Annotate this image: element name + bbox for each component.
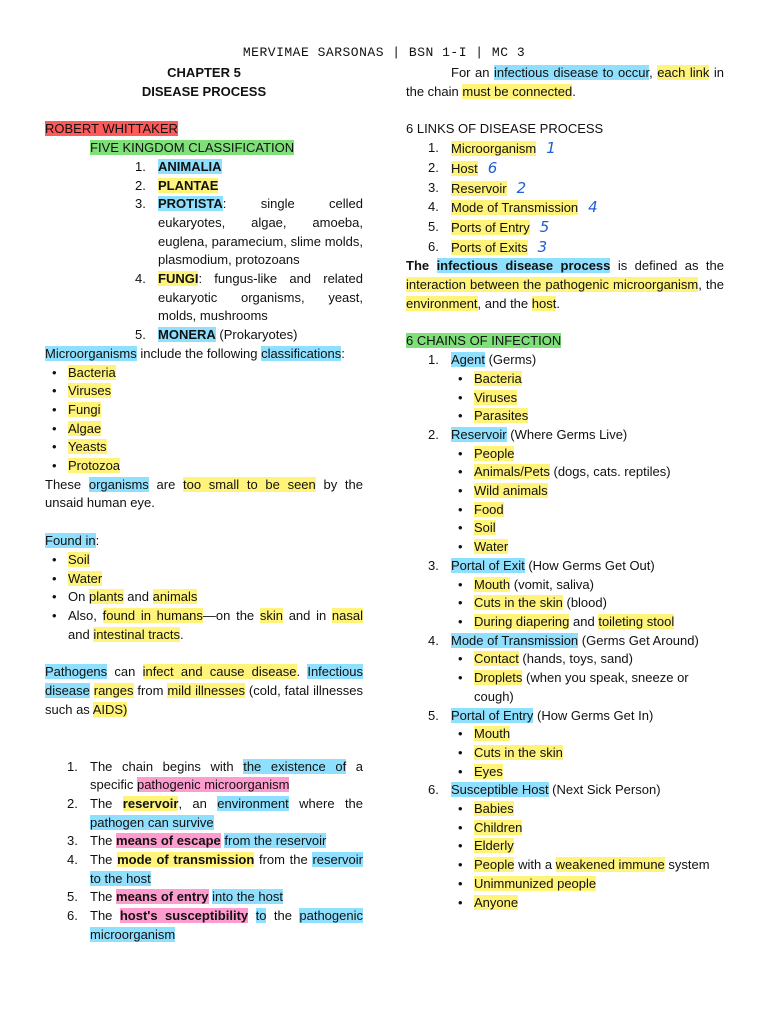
microorganism-list [45,364,363,476]
list-item: • People [451,445,724,464]
list-item: • Algae [45,420,363,439]
chains-list [428,351,724,912]
handwritten-number: 3 [537,237,548,256]
list-item: 3. The means of escape from the reservoir [67,833,327,849]
list-item: • Food [451,501,724,520]
list-item [135,326,363,345]
agent-sublist [451,370,724,426]
handwritten-number: 4 [588,198,598,217]
list-item [135,177,363,196]
list-item: • Anyone [451,894,724,913]
list-item: 4. Mode of Transmission 4 [428,198,598,217]
list-item [135,195,363,270]
list-item: 3. Reservoir 2 [428,178,527,197]
list-item: • Soil [451,519,724,538]
kingdom-description: (Prokaryotes) [215,327,298,343]
chains-heading: 6 CHAINS OF INFECTION [406,333,562,349]
list-item: 2. Reservoir (Where Germs Live) • People • Animals/Pets (dogs, cats. reptiles) • Wild animals • Food • Soil • Water [428,426,724,557]
list-item: • Elderly [451,837,724,856]
kingdom-name: FUNGI [158,271,199,287]
links-list [428,139,724,257]
list-item: • People with a weakened immune system [451,856,724,875]
list-item: 5. Ports of Entry 5 [428,217,550,236]
list-item: 6. Susceptible Host (Next Sick Person) • Babies • Children • Elderly • People with a weakened immune system • Unimmunized people • Anyone [428,781,724,912]
list-item: • Parasites [451,407,724,426]
chapter-subtitle: DISEASE PROCESS [141,83,267,99]
mode-sublist [451,650,724,706]
list-item: 2. Host 6 [428,158,498,177]
list-item: • Mouth (vomit, saliva) [451,576,724,595]
handwritten-number: 2 [516,178,527,197]
document-header: MERVIMAE SARSONAS | BSN 1-I | MC 3 [242,45,526,60]
list-item [135,270,363,326]
kingdom-description: : single celled eukaryotes, algae, amoeba, euglena, paramecium, slime molds, plasmodium, protozoans [158,196,363,268]
list-number: 2. [135,177,146,193]
list-item: • Water [451,538,724,557]
handwritten-number: 5 [539,217,550,236]
list-item: • Cuts in the skin [451,744,724,763]
kingdom-title: FIVE KINGDOM CLASSIFICATION [90,140,295,156]
list-item: • Soil [45,551,363,570]
pathogens-paragraph: Pathogens can infect and cause disease. Infectious disease ranges from mild illnesses (cold, fatal illnesses such as AIDS) [45,664,363,717]
list-item: • Eyes [451,763,724,782]
handwritten-number: 1 [546,139,556,158]
list-item: 4. The mode of transmission from the reservoir to the host [67,852,364,886]
chain-steps-list [67,758,363,945]
list-item: • Animals/Pets (dogs, cats. reptiles) [451,463,724,482]
list-item: • During diapering and toileting stool [451,613,724,632]
found-in-heading: Found in: [45,533,100,549]
list-item: • Babies [451,800,724,819]
intro-paragraph: For an infectious disease to occur, each link in the chain must be connected. [406,65,725,99]
organisms-paragraph: These organisms are too small to be seen by the unsaid human eye. [45,476,364,511]
list-item: • Fungi [45,401,363,420]
kingdom-description: : fungus-like and related eukaryotic organisms, yeast, molds, mushrooms [158,271,363,324]
list-item: • On plants and animals [45,588,363,607]
list-item: • Water [45,570,363,589]
list-item: • Yeasts [45,438,363,457]
kingdom-heading [90,139,363,158]
list-item: • Bacteria [45,364,363,383]
list-item: • Droplets (when you speak, sneeze or cough) [451,669,724,706]
entry-sublist [451,725,724,781]
exit-sublist [451,576,724,632]
list-item: 3. Portal of Exit (How Germs Get Out) • Mouth (vomit, saliva) • Cuts in the skin (blood) • During diapering and toileting stool [428,557,724,632]
list-item: • Viruses [451,389,724,408]
list-number: 1. [135,158,146,174]
handwritten-number: 6 [487,158,498,177]
list-item: 6. Ports of Exits 3 [428,237,548,256]
list-item: 4. Mode of Transmission (Germs Get Around) • Contact (hands, toys, sand) • Droplets (when you speak, sneeze or cough) [428,632,724,707]
list-item: • Unimmunized people [451,875,724,894]
list-item: 5. Portal of Entry (How Germs Get In) • Mouth • Cuts in the skin • Eyes [428,707,724,782]
right-column [406,64,724,912]
links-heading: 6 LINKS OF DISEASE PROCESS [406,121,604,137]
author-heading [45,120,363,139]
kingdom-name: ANIMALIA [158,158,222,174]
list-item: 6. The host's susceptibility to the pathogenic microorganism [67,908,363,942]
list-item: 1. Agent (Germs) • Bacteria • Viruses • Parasites [428,351,724,426]
chapter-title: CHAPTER 5 [167,65,241,80]
kingdom-name: PROTISTA [158,196,223,212]
list-item: • Wild animals [451,482,724,501]
left-column [45,64,363,945]
list-item: • Protozoa [45,457,363,476]
kingdom-name: MONERA [158,327,216,343]
list-item: • Bacteria [451,370,724,389]
list-number: 3. [135,196,146,212]
list-item: • Cuts in the skin (blood) [451,594,724,613]
microorganisms-intro: Microorganisms include the following classifications: [45,345,345,361]
kingdom-list [135,158,363,345]
list-item: 1. Microorganism 1 [428,139,556,158]
list-item [135,158,363,177]
list-number: 5. [135,327,146,343]
list-item: 1. The chain begins with the existence of a specific pathogenic microorganism [67,758,363,793]
kingdom-name: PLANTAE [158,177,219,193]
definition-paragraph: The infectious disease process is defined as the interaction between the pathogenic microorganism, the environment, and the host. [406,258,724,311]
host-sublist [451,800,724,912]
list-item: • Viruses [45,382,363,401]
list-item: • Mouth [451,725,724,744]
list-item: 5. The means of entry into the host [67,889,283,905]
reservoir-sublist [451,445,724,557]
author-name: ROBERT WHITTAKER [45,121,178,137]
list-number: 4. [135,271,146,287]
list-item: • Contact (hands, toys, sand) [451,650,724,669]
list-item: • Also, found in humans—on the skin and in nasal and intestinal tracts. [45,607,363,644]
list-item: 2. The reservoir, an environment where the pathogen can survive [67,795,364,830]
list-item: • Children [451,819,724,838]
found-in-list [45,551,363,645]
